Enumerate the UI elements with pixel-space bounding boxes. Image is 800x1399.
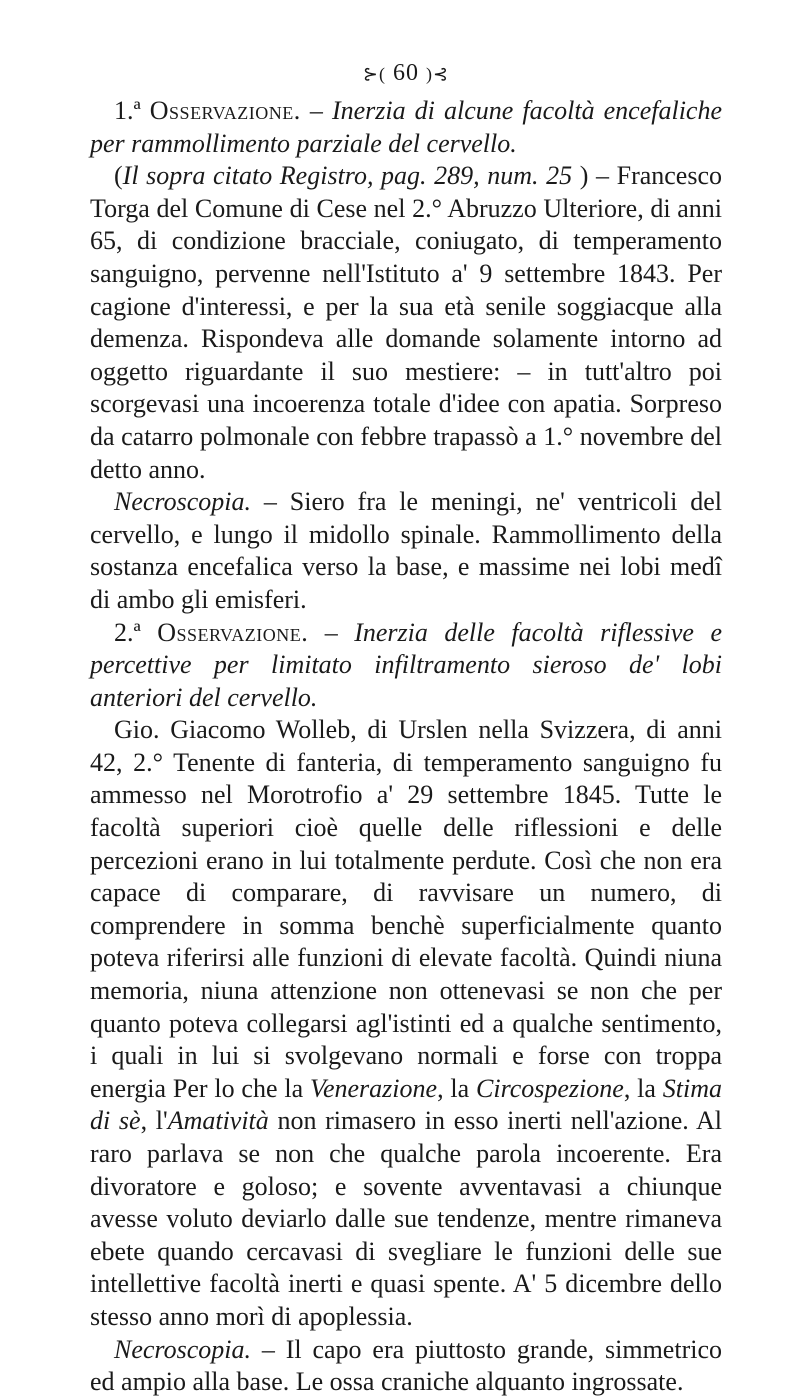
observation-2-necroscopy [90, 1334, 722, 1399]
observation-2-body-b: non rimasero in esso inerti nell'azione. Al raro parlava se non che qualche parola incoerente. Era divoratore e goloso; e sovente avventavasi a chiunque avesse voluto deviarlo dalle sue tendenze, mentre rimaneva ebete quando cercavasi di svegliare le funzioni delle sue intellettive facoltà inerti e quasi spente. A' 5 dicembre dello stesso anno morì di apoplessia. [90, 1106, 722, 1331]
observation-1-text: (Il sopra citato Registro, pag. 289, num. 25 ) – Francesco Torga del Comune di Cese nel 2.° Abruzzo Ulteriore, di anni 65, di condizione bracciale, coniugato, di temperamento sanguigno, pervenne nell'Istituto a' 9 settembre 1843. Per cagione d'interessi, e per la sua età senile soggiacque alla demenza. Rispondeva alle domande solamente intorno ad oggetto riguardante il suo mestiere: – in tutt'altro poi scorgevasi una incoerenza totale d'idee con apatia. Sorpreso da catarro polmonale con febbre trapassò a 1.° novembre del detto anno. [90, 161, 723, 484]
necroscopy-label-2: Necroscopia. [114, 1334, 251, 1364]
observation-2-number: 2.ª [114, 617, 141, 647]
observation-1-number: 1.ª [114, 96, 141, 125]
page-body [90, 58, 722, 1399]
observation-1-heading: 1.ª Osservazione. – Inerzia di alcune facoltà encefaliche per rammollimento parziale del cervello. [90, 96, 723, 158]
observation-2-heading: 2.ª Osservazione. – Inerzia delle facoltà riflessive e percettive per limitato infiltramento sieroso de' lobi anteriori del cervello. [90, 617, 723, 712]
faculty-amativeness: Amatività [167, 1106, 269, 1136]
faculty-self-esteem: Stima di sè [90, 1073, 723, 1136]
observation-1-label: Osservazione. [149, 96, 301, 125]
necroscopy-label-1: Necroscopia. [114, 487, 251, 517]
observation-1-reference: Il sopra citato Registro, pag. 289, num. 25 [122, 161, 573, 191]
faculty-veneration: Venerazione [309, 1073, 438, 1103]
faculty-circumspection: Circospezione [476, 1073, 624, 1103]
observation-1-body: – Francesco Torga del Comune di Cese nel 2.° Abruzzo Ulteriore, di anni 65, di condizione bracciale, coniugato, di temperamento sanguigno, pervenne nell'Istituto a' 9 settembre 1843. Per cagione d'interessi, e per la sua età senile soggiacque alla demenza. Rispondeva alle domande solamente intorno ad oggetto riguardante il suo mestiere: – in tutt'altro poi scorgevasi una incoerenza totale d'idee con apatia. Sorpreso da catarro polmonale con febbre trapassò a 1.° novembre del detto anno. [90, 161, 723, 484]
running-head [90, 58, 722, 89]
observation-1-necroscopy [90, 486, 722, 616]
ornament-left: ⊱( [362, 64, 386, 84]
necroscopy-text-2: – Il capo era piuttosto grande, simmetrico ed ampio alla base. Le ossa craniche alquanto ingrossate. [90, 1334, 722, 1397]
observation-2-label: Osservazione. [157, 617, 309, 647]
observation-2-body-a: Gio. Giacomo Wolleb, di Urslen nella Svizzera, di anni 42, 2.° Tenente di fanteria, di temperamento sanguigno fu ammesso nel Morotrofio a' 29 settembre 1845. Tutte le facoltà superiori cioè quelle delle riflessioni e delle percezioni erano in lui totalmente perdute. Così che non era capace di comparare, di ravvisare un numero, di comprendere in somma benchè superficialmente quanto poteva riferirsi alle funzioni di elevate facoltà. Quindi niuna memoria, niuna attenzione non ottenevasi se non che per quanto poteva collegarsi agl'istinti ed a qualche sentimento, i quali in lui si svolgevano normali e forse con troppa energia Per lo che la [90, 715, 722, 1103]
ornament-right: )⊰ [426, 64, 450, 84]
observation-2-title: Inerzia delle facoltà riflessive e percettive per limitato infiltramento sieroso de' lobi anteriori del cervello. [90, 617, 723, 712]
observation-2-text: Gio. Giacomo Wolleb, di Urslen nella Svizzera, di anni 42, 2.° Tenente di fanteria, di temperamento sanguigno fu ammesso nel Morotrofio a' 29 settembre 1845. Tutte le facoltà superiori cioè quelle delle riflessioni e delle percezioni erano in lui totalmente perdute. Così che non era capace di comparare, di ravvisare un numero, di comprendere in somma benchè superficialmente quanto poteva riferirsi alle funzioni di elevate facoltà. Quindi niuna memoria, niuna attenzione non ottenevasi se non che per quanto poteva collegarsi agl'istinti ed a qualche sentimento, i quali in lui si svolgevano normali e forse con troppa energia Per lo che la Venerazione, la Circospezione, la Stima di sè, l'Amatività non rimasero in esso inerti nell'azione. Al raro parlava se non che qualche parola incoerente. Era divoratore e goloso; e sovente avventavasi a chiunque avesse voluto deviarlo dalle sue tendenze, mentre rimaneva ebete quando cercavasi di svegliare le funzioni delle sue intellettive facoltà inerti e quasi spente. A' 5 dicembre dello stesso anno morì di apoplessia. [90, 715, 723, 1331]
necroscopy-text-1: – Siero fra le meningi, ne' ventricoli del cervello, e lungo il midollo spinale. Rammollimento della sostanza encefalica verso la base, e massime nei lobi medî di ambo gli emisferi. [90, 487, 722, 614]
page-number: 60 [393, 60, 419, 86]
observation-1-title: Inerzia di alcune facoltà encefaliche per rammollimento parziale del cervello. [90, 96, 723, 158]
